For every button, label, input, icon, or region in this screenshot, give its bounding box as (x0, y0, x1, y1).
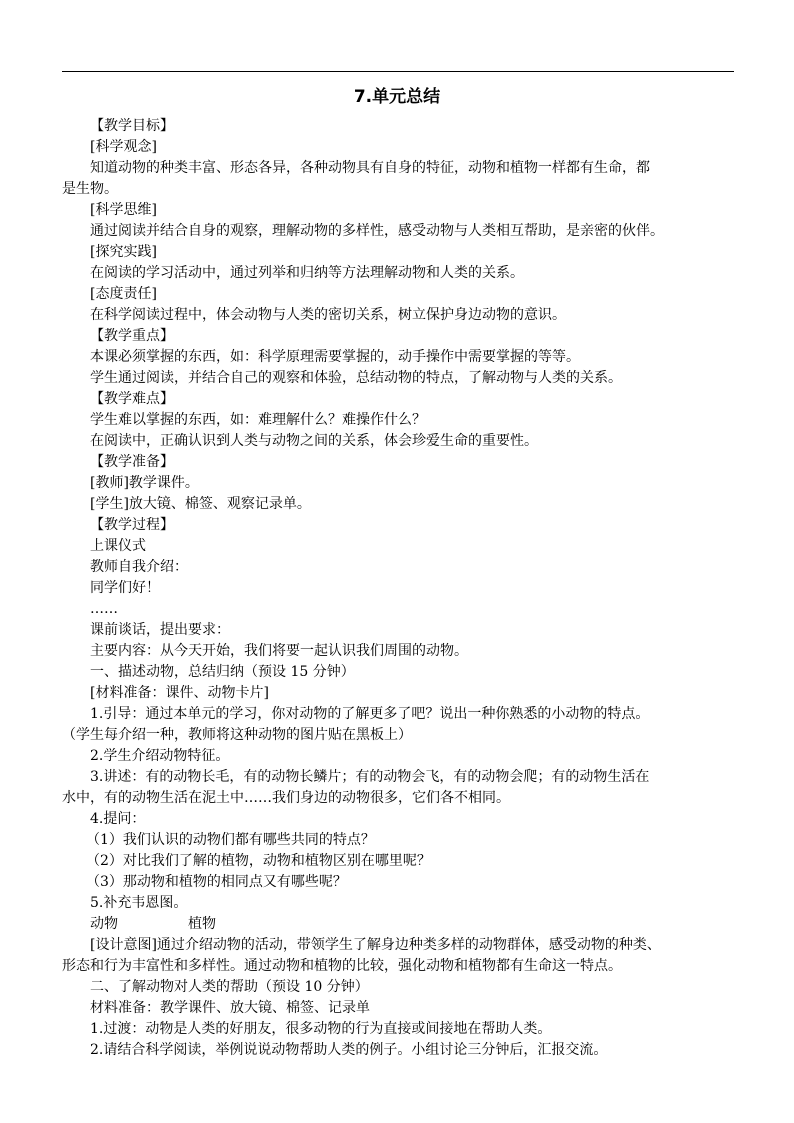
paragraph-line: 在阅读的学习活动中，通过列举和归纳等方法理解动物和人类的关系。 (90, 265, 524, 281)
subheading-attitude: [态度责任] (90, 286, 157, 302)
paragraph-line: 2.学生介绍动物特征。 (90, 748, 230, 764)
venn-label-plant: 植物 (188, 916, 216, 932)
paragraph-line: 知道动物的种类丰富、形态各异，各种动物具有自身的特征，动物和植物一样都有生命，都 (90, 160, 650, 176)
section-heading-process: 【教学过程】 (90, 517, 174, 533)
paragraph-line: 本课必须掌握的东西，如：科学原理需要掌握的，动手操作中需要掌握的等等。 (90, 349, 580, 365)
paragraph-line: 材料准备：教学课件、放大镜、棉签、记录单 (90, 1000, 370, 1016)
question-item: （3）那动物和植物的相同点又有哪些呢？ (86, 874, 347, 890)
paragraph-line: [学生]放大镜、棉签、观察记录单。 (90, 496, 311, 512)
paragraph-line: 同学们好！ (90, 580, 160, 596)
subheading-inquiry-practice: [探究实践] (90, 244, 157, 260)
paragraph-line: 5.补充韦恩图。 (90, 895, 188, 911)
section-heading-part-two: 二、了解动物对人类的帮助（预设 10 分钟） (90, 979, 369, 995)
paragraph-line: 学生难以掌握的东西，如：难理解什么？难操作什么？ (90, 412, 426, 428)
paragraph-line: 学生通过阅读，并结合自己的观察和体验，总结动物的特点，了解动物与人类的关系。 (90, 370, 622, 386)
header-rule (62, 71, 734, 72)
paragraph-line: 1.引导：通过本单元的学习，你对动物的了解更多了吧？说出一种你熟悉的小动物的特点。 (90, 706, 650, 722)
section-heading-key-points: 【教学重点】 (90, 328, 174, 344)
section-heading-objectives: 【教学目标】 (90, 118, 174, 134)
question-item: （1）我们认识的动物们都有哪些共同的特点？ (86, 832, 375, 848)
paragraph-line: 2.请结合科学阅读，举例说说动物帮助人类的例子。小组讨论三分钟后，汇报交流。 (90, 1042, 608, 1058)
paragraph-line: 在阅读中，正确认识到人类与动物之间的关系，体会珍爱生命的重要性。 (90, 433, 538, 449)
question-item: （2）对比我们了解的植物，动物和植物区别在哪里呢？ (86, 853, 431, 869)
paragraph-line: 教师自我介绍： (90, 559, 188, 575)
paragraph-line: 在科学阅读过程中，体会动物与人类的密切关系，树立保护身边动物的意识。 (90, 307, 566, 323)
paragraph-line: 3.讲述：有的动物长毛，有的动物长鳞片；有的动物会飞，有的动物会爬；有的动物生活在 (90, 769, 650, 785)
paragraph-line: 形态和行为丰富性和多样性。通过动物和植物的比较，强化动物和植物都有生命这一特点。 (62, 958, 622, 974)
section-heading-part-one: 一、描述动物，总结归纳（预设 15 分钟） (90, 664, 355, 680)
paragraph-line: 是生物。 (62, 181, 118, 197)
section-heading-preparation: 【教学准备】 (90, 454, 174, 470)
venn-labels (62, 914, 734, 935)
paragraph-line: 通过阅读并结合自身的观察，理解动物的多样性，感受动物与人类相互帮助，是亲密的伙伴。 (90, 223, 664, 239)
paragraph-line: [教师]教学课件。 (90, 475, 199, 491)
paragraph-line: …… (90, 601, 118, 617)
paragraph-line: （学生每介绍一种，教师将这种动物的图片贴在黑板上） (62, 727, 412, 743)
page-title: 7.单元总结 (353, 87, 441, 107)
section-heading-difficulties: 【教学难点】 (90, 391, 174, 407)
document-body (62, 116, 734, 1061)
paragraph-line: 1.过渡：动物是人类的好朋友，很多动物的行为直接或间接地在帮助人类。 (90, 1021, 552, 1037)
paragraph-line: 上课仪式 (90, 538, 146, 554)
paragraph-line: [材料准备：课件、动物卡片] (90, 685, 269, 701)
venn-label-animal: 动物 (90, 916, 118, 932)
paragraph-line: 4.提问： (90, 811, 146, 827)
paragraph-line: 水中，有的动物生活在泥土中……我们身边的动物很多，它们各不相同。 (62, 790, 510, 806)
paragraph-line: [设计意图]通过介绍动物的活动，带领学生了解身边种类多样的动物群体，感受动物的种类、 (90, 937, 661, 953)
paragraph-line: 主要内容：从今天开始，我们将要一起认识我们周围的动物。 (90, 643, 468, 659)
subheading-science-concept: [科学观念] (90, 139, 157, 155)
subheading-science-thinking: [科学思维] (90, 202, 157, 218)
paragraph-line: 课前谈话，提出要求： (90, 622, 230, 638)
